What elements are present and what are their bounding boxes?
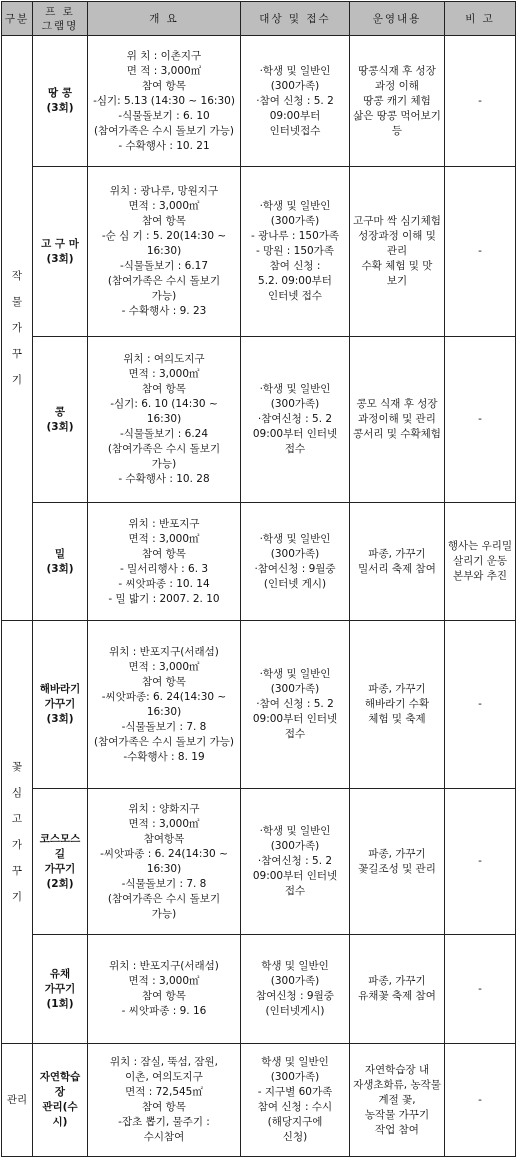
header-summary: 개 요: [88, 2, 241, 36]
target-line: 5.2. 09:00부터: [258, 275, 332, 287]
target-line: 09:00부터 인터넷: [252, 870, 338, 882]
target-line: (인터넷 게시): [263, 577, 327, 590]
program-name-line: 고 구 마: [41, 237, 79, 250]
content-cell: [350, 935, 445, 1044]
category-cell: [2, 1044, 33, 1157]
summary-line: 위 치 : 이촌지구: [126, 49, 202, 62]
header-row: [2, 2, 516, 36]
target-line: ·학생 및 일반인: [259, 383, 331, 395]
target-line: ·참여 신청 : 5. 2: [256, 94, 334, 107]
summary-line: -식물돌보기 : 7. 8: [121, 720, 207, 733]
program-name-line: 가꾸기: [44, 862, 76, 875]
summary-line: 이촌, 여의도지구: [125, 1071, 203, 1083]
target-line: (300가족): [270, 547, 320, 560]
note-cell: -: [445, 789, 516, 935]
summary-line: 위치 : 잠실, 뚝섬, 잠원,: [109, 1056, 219, 1068]
category-cell: [2, 36, 33, 621]
header-program-line: 그램명: [41, 19, 79, 32]
summary-line: 참여 항목: [142, 675, 186, 688]
summary-line: 참여 항목: [142, 990, 186, 1002]
target-cell: [241, 789, 350, 935]
program-name-line: (3회): [46, 420, 74, 433]
program-name-line: 해바라기: [39, 683, 81, 695]
summary-line: 참여 항목: [142, 215, 186, 227]
note-cell: -: [445, 167, 516, 337]
content-line: 밀서리 축제 참여: [358, 562, 436, 575]
summary-line: 면적 : 3,000㎡: [128, 200, 200, 212]
target-line: - 광나루 : 150가족: [250, 230, 340, 242]
content-line: 등: [391, 124, 403, 137]
summary-cell: [88, 1044, 241, 1157]
summary-line: - 수확행사 : 9. 23: [121, 305, 207, 317]
content-cell: [350, 337, 445, 503]
program-name-line: 유채: [49, 967, 71, 980]
category-char: 물: [11, 296, 23, 308]
content-line: 체험 및 축제: [368, 713, 426, 725]
summary-line: 수시참여: [143, 1131, 185, 1143]
content-line: 콩모 식재 후 성장: [356, 398, 438, 410]
target-cell: [241, 621, 350, 789]
summary-line: - 밀서리행사 : 6. 3: [119, 562, 209, 575]
content-line: 파종, 가꾸기: [368, 547, 426, 560]
content-cell: [350, 621, 445, 789]
summary-line: 면적 : 3,000㎡: [128, 660, 200, 673]
summary-line: - 밀 밟기 : 2007. 2. 10: [108, 592, 220, 605]
target-line: 참여 신청 : 수시: [257, 1101, 333, 1113]
header-note: 비 고: [445, 2, 516, 36]
summary-line: 16:30): [146, 705, 182, 718]
content-line: 고구마 싹 심기체험: [353, 215, 441, 227]
program-name-line: 밀: [54, 547, 66, 560]
summary-line: (참여가족은 수시 돌보기 가능): [94, 735, 234, 748]
target-line: (300가족): [270, 975, 320, 987]
target-line: 09:00부터 인터넷: [252, 428, 338, 440]
content-line: 농작물 가꾸기: [364, 1108, 430, 1121]
summary-line: (참여가족은 수시 돌보기: [107, 443, 221, 455]
target-cell: [241, 337, 350, 503]
category-char: 꾸: [11, 865, 23, 877]
header-program: [33, 2, 88, 36]
summary-line: 16:30): [146, 245, 182, 257]
program-name-line: 시): [52, 1116, 68, 1128]
table-row: [2, 167, 516, 337]
category-char: 가: [11, 839, 23, 851]
summary-cell: [88, 167, 241, 337]
program-table: [1, 1, 516, 1157]
category-char: 기: [11, 374, 23, 386]
target-line: (300가족): [270, 79, 320, 92]
target-line: 09:00부터 인터넷: [252, 713, 338, 725]
content-cell: [350, 503, 445, 621]
summary-line: 위치 : 반포지구: [128, 517, 200, 530]
summary-line: 참여 항목: [142, 79, 186, 92]
content-line: 삶은 땅콩 먹어보기: [353, 109, 441, 122]
content-line: 작업 참여: [375, 1123, 419, 1136]
target-line: 신청): [282, 1131, 308, 1143]
target-line: ·참여신청 : 9월중: [254, 562, 336, 575]
content-cell: [350, 1044, 445, 1157]
summary-line: -심기: 5.13 (14:30 ~ 16:30): [93, 94, 235, 107]
summary-line: 면적 : 3,000㎡: [128, 975, 200, 987]
summary-line: 참여항목: [143, 832, 185, 845]
content-cell: [350, 167, 445, 337]
target-line: - 망원 : 150가족: [256, 245, 334, 257]
program-name-line: 콩: [54, 405, 66, 418]
summary-cell: [88, 36, 241, 167]
program-name-line: 가꾸기: [44, 982, 76, 995]
content-line: 성장과정 이해 및: [358, 230, 436, 242]
content-line: 자생초화류, 농작물: [353, 1078, 441, 1091]
program-name-line: (3회): [46, 713, 74, 725]
program-name-line: (3회): [46, 252, 74, 265]
category-cell: [2, 621, 33, 1044]
target-line: 인터넷 접수: [267, 290, 323, 302]
summary-line: -식물돌보기 : 6. 10: [118, 109, 210, 122]
content-line: 파종, 가꾸기: [368, 847, 426, 860]
summary-line: 참여 항목: [142, 383, 186, 395]
summary-line: -수확행사 : 8. 19: [123, 750, 205, 763]
program-name-line: 장: [54, 1086, 66, 1098]
summary-line: 위치 : 반포지구(서래섬): [109, 645, 219, 658]
content-line: 계절 꽃,: [378, 1093, 416, 1106]
header-program-line: 프 로: [45, 5, 75, 18]
program-name-line: (3회): [46, 562, 74, 575]
content-line: 파종, 가꾸기: [368, 683, 426, 695]
target-line: (300가족): [270, 683, 320, 695]
summary-line: 참여 항목: [142, 547, 186, 560]
summary-line: 위치 : 반포지구(서래섬): [109, 960, 219, 972]
target-line: (해당지구에: [267, 1116, 323, 1128]
category-char: 관리: [6, 1094, 28, 1106]
content-line: 관리: [386, 245, 408, 257]
note-cell: -: [445, 621, 516, 789]
target-line: ·학생 및 일반인: [259, 532, 331, 545]
summary-line: 가능): [151, 458, 177, 470]
content-line: 유채꽃 축제 참여: [358, 990, 436, 1002]
target-line: (300가족): [270, 840, 320, 852]
table-row: [2, 935, 516, 1044]
target-line: 09:00부터 인터넷접수: [269, 109, 321, 137]
content-line: 자연학습장 내: [364, 1063, 430, 1076]
program-name-cell: [33, 36, 88, 167]
target-cell: [241, 36, 350, 167]
summary-line: 가능): [151, 290, 177, 302]
category-char: 고: [11, 813, 23, 825]
target-line: ·참여 신청 : 5. 2: [256, 698, 334, 710]
content-cell: [350, 789, 445, 935]
category-char: 심: [11, 787, 23, 799]
program-name-line: (3회): [46, 102, 74, 114]
target-line: (인터넷게시): [265, 1005, 325, 1017]
header-target: 대상 및 접수: [241, 2, 350, 36]
table-row: [2, 789, 516, 935]
summary-line: (참여가족은 수시 돌보기 가능): [94, 124, 234, 137]
target-line: 참여 신청 :: [269, 260, 321, 272]
target-line: ·학생 및 일반인: [259, 668, 331, 680]
program-name-line: 가꾸기: [44, 698, 76, 710]
table-row: [2, 36, 516, 167]
summary-line: -잡초 뽑기, 물주기 :: [118, 1116, 210, 1128]
summary-line: 면적 : 72,545㎡: [125, 1086, 203, 1098]
summary-line: 참여 항목: [142, 1101, 186, 1113]
table-row: [2, 1044, 516, 1157]
category-char: 꽃: [11, 761, 23, 773]
target-line: 학생 및 일반인: [261, 1056, 329, 1068]
target-line: (300가족): [270, 398, 320, 410]
target-line: ·학생 및 일반인: [259, 825, 331, 837]
summary-line: 면적 : 3,000㎡: [128, 817, 200, 830]
target-line: - 지구별 60가족: [257, 1086, 333, 1098]
table-row: [2, 337, 516, 503]
note-cell: -: [445, 935, 516, 1044]
summary-cell: [88, 337, 241, 503]
summary-line: 16:30): [146, 862, 182, 875]
program-name-cell: [33, 935, 88, 1044]
content-line: 과정이해 및 관리: [358, 413, 436, 425]
summary-line: -씨앗파종: 6. 24(14:30 ~: [101, 690, 227, 703]
summary-line: -씨앗파종 : 6. 24(14:30 ~: [100, 847, 228, 860]
program-name-cell: [33, 167, 88, 337]
summary-cell: [88, 621, 241, 789]
target-cell: [241, 503, 350, 621]
program-name-line: 코스모스: [39, 832, 81, 845]
program-name-line: (1회): [46, 997, 74, 1010]
summary-line: (참여가족은 수시 돌보기: [107, 275, 221, 287]
summary-line: 위치 : 양화지구: [128, 802, 200, 815]
target-line: 접수: [284, 885, 306, 897]
category-char: 작: [11, 270, 23, 282]
summary-line: 면적 : 3,000㎡: [128, 532, 200, 545]
target-line: ·참여신청 : 5. 2: [257, 413, 333, 425]
target-cell: [241, 1044, 350, 1157]
program-name-cell: [33, 337, 88, 503]
content-cell: [350, 36, 445, 167]
note-cell: -: [445, 1044, 516, 1157]
summary-line: 면적 : 3,000㎡: [128, 368, 200, 380]
summary-line: - 수확행사 : 10. 21: [118, 139, 210, 152]
content-line: 과정 이해: [375, 79, 419, 92]
summary-line: 위치 : 여의도지구: [123, 353, 205, 365]
target-line: ·학생 및 일반인: [259, 64, 331, 77]
note-cell: -: [445, 337, 516, 503]
program-name-line: 길: [54, 847, 66, 860]
summary-line: - 씨앗파종 : 9. 16: [121, 1005, 207, 1017]
target-line: 학생 및 일반인: [261, 960, 329, 972]
note-cell: -: [445, 36, 516, 167]
program-name-line: 땅 콩: [48, 87, 72, 99]
summary-line: -식물돌보기 : 6.17: [119, 260, 209, 272]
target-line: ·학생 및 일반인: [259, 200, 331, 212]
summary-line: - 씨앗파종 : 10. 14: [118, 577, 210, 590]
program-name-line: 자연학습: [39, 1071, 81, 1083]
header-category: 구분: [2, 2, 33, 36]
summary-line: 면 적 : 3,000㎡: [126, 64, 202, 77]
program-name-cell: [33, 503, 88, 621]
program-name-line: (2회): [46, 877, 74, 890]
summary-line: -순 심 기 : 5. 20(14:30 ~: [101, 230, 227, 242]
summary-cell: [88, 503, 241, 621]
target-line: ·참여신청 : 5. 2: [257, 855, 333, 867]
content-line: 땅콩식재 후 성장: [358, 64, 436, 77]
summary-line: 16:30): [146, 413, 182, 425]
summary-line: - 수확행사 : 10. 28: [118, 473, 210, 485]
target-cell: [241, 167, 350, 337]
summary-line: 위치 : 광나루, 망원지구: [109, 185, 219, 197]
program-name-cell: [33, 789, 88, 935]
note-cell: 행사는 우리밀 살리기 운동 본부와 추진: [445, 503, 516, 621]
summary-line: (참여가족은 수시 돌보기: [107, 892, 221, 905]
target-line: 접수: [284, 443, 306, 455]
summary-line: -심기: 6. 10 (14:30 ~: [110, 398, 218, 410]
table-row: [2, 503, 516, 621]
category-char: 가: [11, 322, 23, 334]
target-cell: [241, 935, 350, 1044]
summary-line: 가능): [151, 907, 177, 920]
program-name-cell: [33, 1044, 88, 1157]
header-content: 운영내용: [350, 2, 445, 36]
program-name-line: 관리(수: [42, 1101, 78, 1113]
table-row: [2, 621, 516, 789]
summary-line: -식물돌보기 : 7. 8: [121, 877, 207, 890]
program-name-cell: [33, 621, 88, 789]
content-line: 해바라기 수확: [364, 698, 430, 710]
content-line: 콩서리 및 수확체험: [353, 428, 441, 440]
target-line: 접수: [284, 728, 306, 740]
target-line: 참여신청 : 9월중: [256, 990, 334, 1002]
summary-cell: [88, 935, 241, 1044]
summary-cell: [88, 789, 241, 935]
content-line: 땅콩 캐기 체험: [363, 94, 431, 107]
content-line: 꽃길조성 및 관리: [358, 862, 436, 875]
summary-line: -식물돌보기 : 6.24: [119, 428, 209, 440]
category-char: 기: [11, 891, 23, 903]
category-char: 꾸: [11, 348, 23, 360]
content-line: 파종, 가꾸기: [368, 975, 426, 987]
content-line: 수확 체험 및 맛 보기: [361, 260, 433, 287]
target-line: (300가족): [270, 215, 320, 227]
target-line: (300가족): [270, 1071, 320, 1083]
